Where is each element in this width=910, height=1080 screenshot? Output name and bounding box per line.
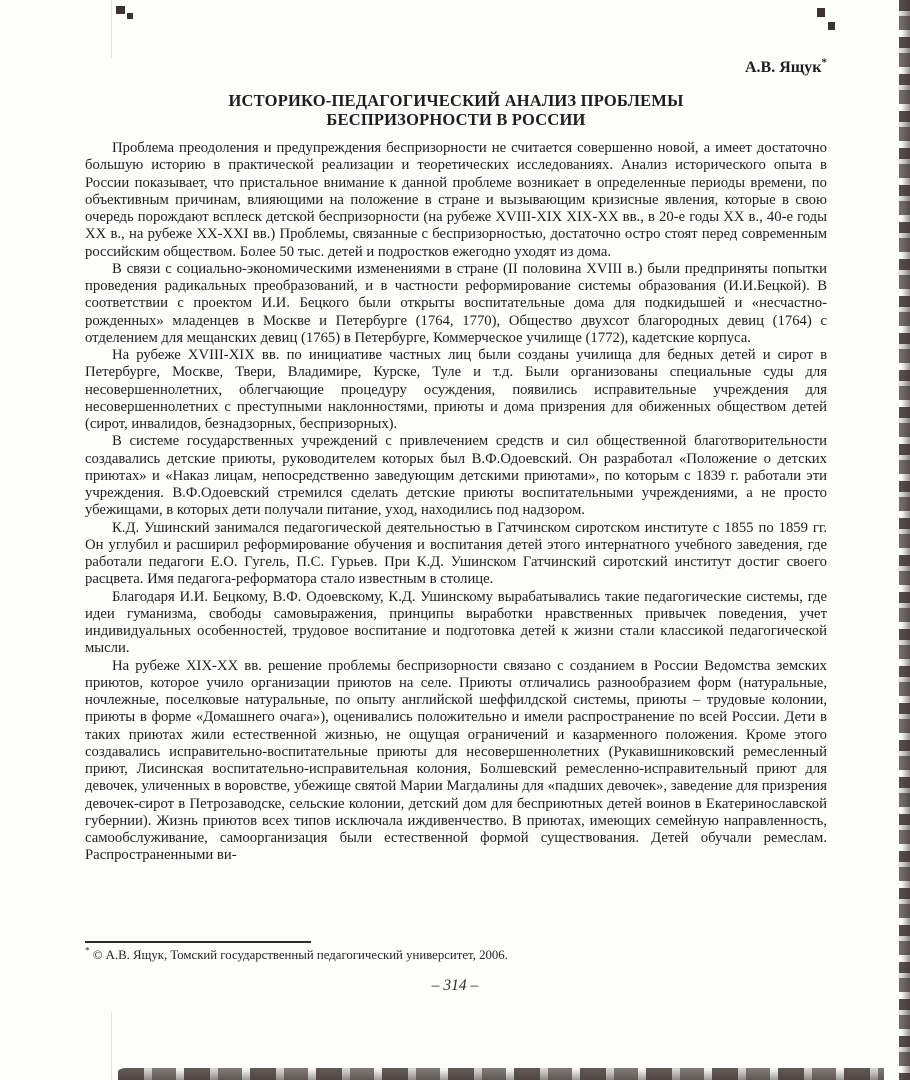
footnote-block (85, 941, 827, 963)
footnote-copyright: © А.В. Ящук, Томский государственный педагогический университет, 2006. (92, 948, 508, 962)
body-paragraph: В связи с социально-экономическими изменениями в стране (II половина XVIII в.) были предприняты попытки проведения радикальных преобразований, и в частности реформирование системы образования (И.И.Бецкой). В соответствии с проектом И.И. Бецкого были открыты воспитательные дома для подкидышей и «несчастно-рожденных» младенцев в Москве и Петербурге (1764, 1770), Общество двухсот благородных девиц (1764) с отделением для мещанских девиц (1765) в Петербурге, Коммерческое училище (1772), кадетские корпуса. (85, 260, 827, 346)
article-body (85, 140, 827, 865)
article-title-line-2: БЕСПРИЗОРНОСТИ В РОССИИ (326, 110, 586, 129)
scan-artifact-right-edge (899, 0, 910, 1080)
body-paragraph: К.Д. Ушинский занимался педагогической деятельностью в Гатчинском сиротском институте с 1855 по 1859 гг. Он углубил и расширил реформирование обучения и воспитания детей этого интернатного учебного заведения, где работали педагоги Е.О. Гугель, П.С. Гурьев. При К.Д. Ушинском Гатчинский сиротский институт достиг своего расцвета. Имя педагога-реформатора стало известным в столице. (85, 519, 827, 588)
body-paragraph: В системе государственных учреждений с привлечением средств и сил общественной благотворительности создавались детские приюты, руководителем которых был В.Ф.Одоевский. Он разработал «Положение о детских приютах» и «Наказ лицам, непосредственно заведующим детскими приютами», по которым с 1839 г. работали эти учреждения. В.Ф.Одоевский стремился сделать детские приюты воспитательными учреждениями, а не просто убежищами, в которых дети получали питание, уход, находились под надзором. (85, 433, 827, 519)
scan-edge-line-bottom (111, 1012, 112, 1080)
text-block (85, 0, 827, 865)
body-paragraph: На рубеже XVIII-XIX вв. по инициативе частных лиц были созданы училища для бедных детей и сирот в Петербурге, Москве, Твери, Владимире, Курске, Туле и т.д. Были организованы специальные суды для несовершеннолетних, облегчающие процедуру осуждения, появились исправительные учреждения для несовершеннолетних с преступными наклонностями, приюты и дома призрения для обиженных обществом детей (сирот, инвалидов, безнадзорных, беспризорных). (85, 347, 827, 432)
article-title (85, 91, 827, 129)
author-line (85, 0, 827, 77)
body-paragraph: Благодаря И.И. Бецкому, В.Ф. Одоевскому, К.Д. Ушинскому вырабатывались такие педагогические системы, где идеи гуманизма, свободы самовыражения, принципы выработки нравственных привычек поведения, учет индивидуальных особенностей, трудовое воспитание и подготовка детей к жизни стали классикой педагогической мысли. (85, 588, 827, 657)
page-number: – 314 – (431, 977, 479, 994)
scan-speck (828, 22, 835, 30)
body-paragraph: Проблема преодоления и предупреждения беспризорности не считается совершенно новой, а имеет достаточно большую историю в практической реализации и теоретических исследованиях. Анализ исторического опыта в России показывает, что пристальное внимание к данной проблеме возникает в определенные периоды времени, по объективным причинам, влияющими на положение в стране и вызывающим кризисные явления, которые в свою очередь порождают всплеск детской беспризорности (на рубеже XVIII-XIX XIX-XX вв., в 20-е годы XX в., 40-е годы XX в., на рубеже XX-XXI вв.) Проблемы, связанные с беспризорностью, достаточно остро стоят перед современным российским обществом. Более 50 тыс. детей и подростков ежегодно уходят из дома. (85, 140, 827, 260)
author-name: А.В. Ящук (744, 59, 822, 76)
footnote-text (85, 945, 827, 963)
scan-artifact-bottom-edge (118, 1068, 884, 1080)
footnote-separator-rule (85, 941, 311, 943)
body-paragraph: На рубеже XIX-XX вв. решение проблемы беспризорности связано с созданием в России Ведомства земских приютов, которое учило организации приютов на селе. Приюты отличались разнообразием форм (натуральные, ночлежные, поселковые натуральные, по опыту английской шеффилдской системы, приюты – трудовые колонии, приюты в форме «Домашнего очага»), оценивались положительно и имели распространение по всей России. Дети в таких приютах жили естественной жизнью, не ощущая ограничений и казарменного положения. Кроме этого создавались исправительно-воспитательные приюты для несовершеннолетних (Рукавишниковский ремесленный приют, Лисинская воспитательно-исправительная колония, Болшевский ремесленно-исправительный приют для девочек, уличенных в воровстве, убежище святой Марии Магдалины для «падших девочек», заведение для призрения девочек-сирот в Петрозаводске, сельские колонии, детский дом для бесприютных детей воинов в Екатеринославской губернии). Жизнь приютов всех типов исключала иждивенчество. В приютах, имеющих семейную направленность, самообслуживание, самоорганизация были естественной формой существования. Детей обучали ремеслам. Распространенными ви- (85, 657, 827, 864)
article-title-line-1: ИСТОРИКО-ПЕДАГОГИЧЕСКИЙ АНАЛИЗ ПРОБЛЕМЫ (228, 91, 684, 110)
author-footnote-marker: * (821, 56, 827, 69)
footnote-marker: * (85, 945, 90, 956)
